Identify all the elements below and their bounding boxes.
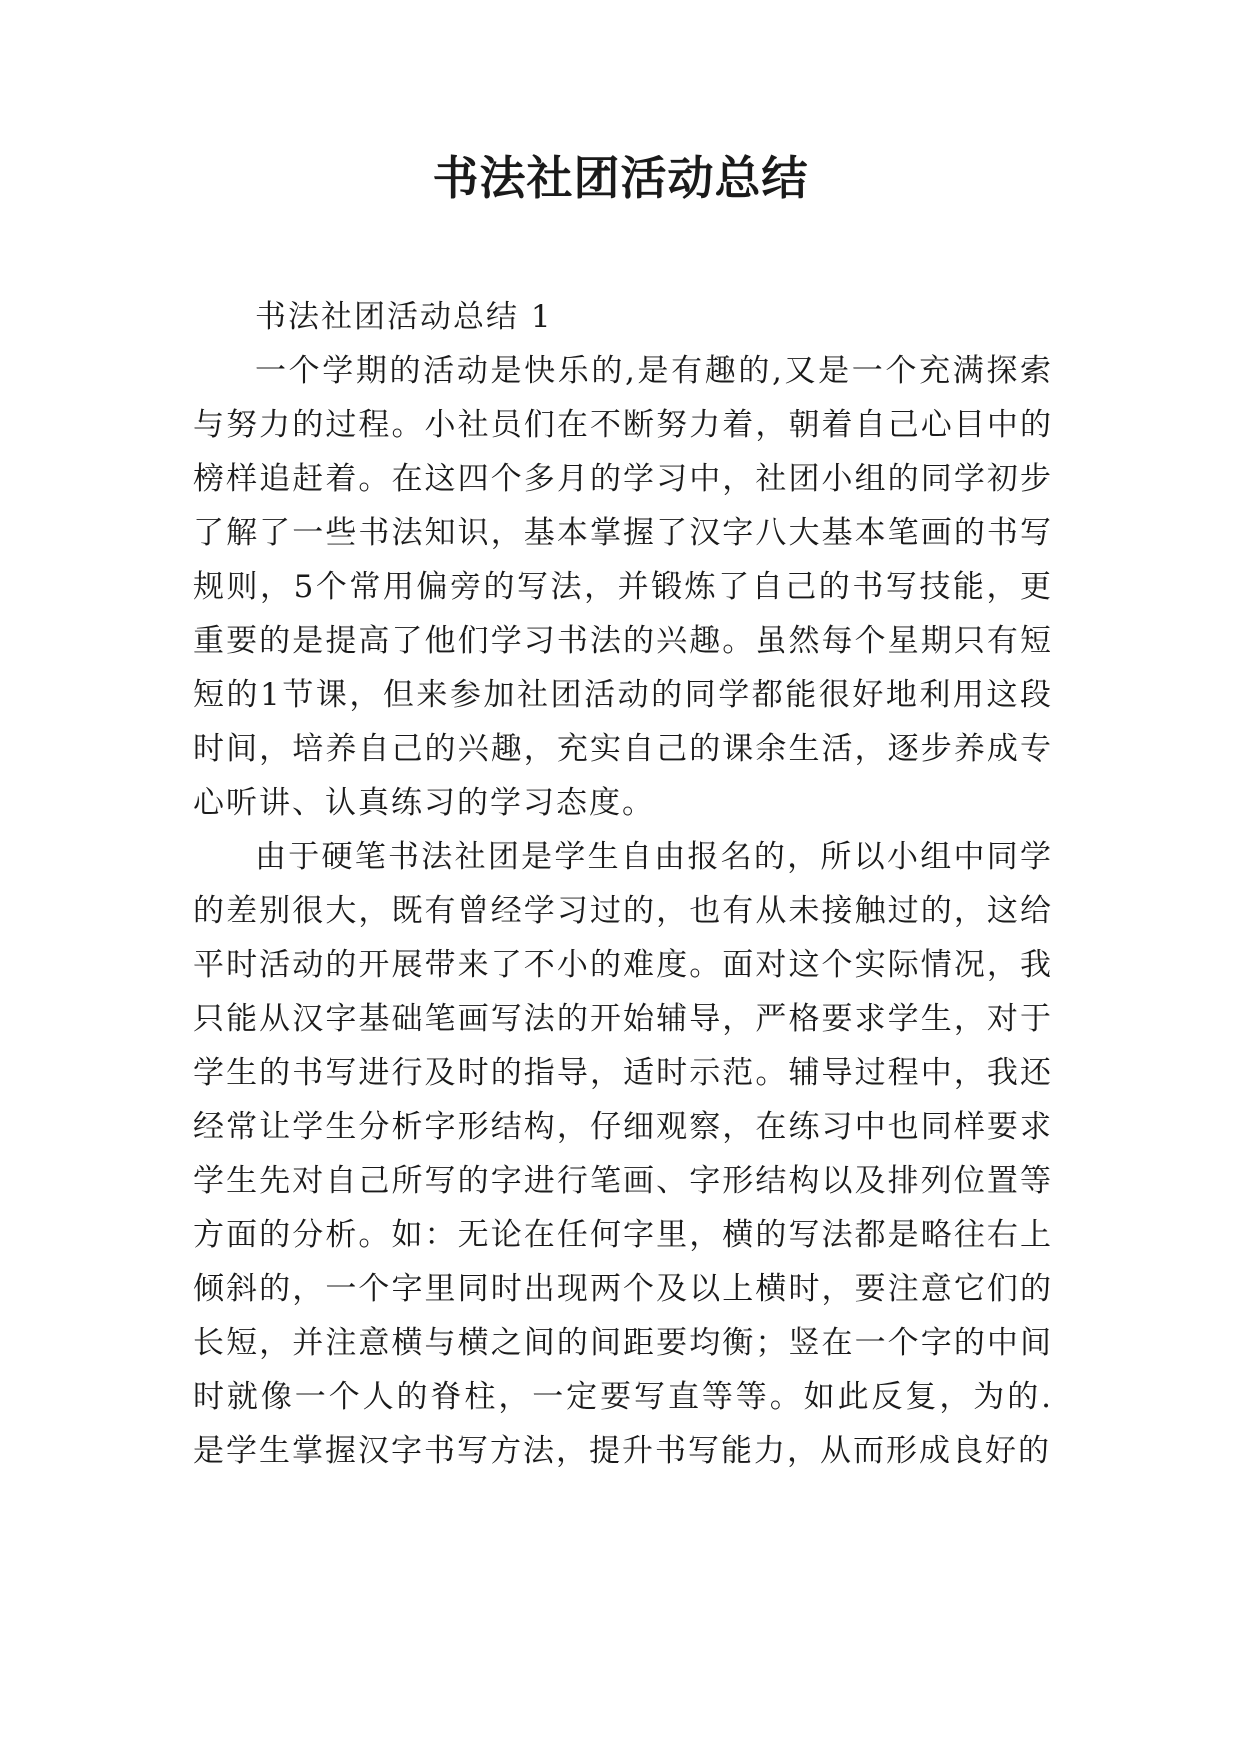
document-title: 书法社团活动总结 [432,151,809,205]
paragraph-2: 由于硬笔书法社团是学生自由报名的，所以小组中同学的差别很大，既有曾经学习过的，也有从未接触过的，这给平时活动的开展带来了不小的难度。面对这个实际情况，我只能从汉字基础笔画写法的开始辅导，严格要求学生，对于学生的书写进行及时的指导，适时示范。辅导过程中，我还经常让学生分析字形结构，仔细观察，在练习中也同样要求学生先对自己所写的字进行笔画、字形结构以及排列位置等方面的分析。如：无论在任何字里，横的写法都是略往右上倾斜的，一个字里同时出现两个及以上横时，要注意它们的长短，并注意横与横之间的间距要均衡；竖在一个字的中间时就像一个人的脊柱，一定要写直等等。如此反复，为的.是学生掌握汉字书写方法，提升书写能力，从而形成良好的 [193,839,1053,1469]
paragraph-1: 一个学期的活动是快乐的,是有趣的,又是一个充满探索与努力的过程。小社员们在不断努力着，朝着自己心目中的榜样追赶着。在这四个多月的学习中，社团小组的同学初步了解了一些书法知识，基本掌握了汉字八大基本笔画的书写规则，5个常用偏旁的写法，并锻炼了自己的书写技能，更重要的是提高了他们学习书法的兴趣。虽然每个星期只有短短的1节课，但来参加社团活动的同学都能很好地利用这段时间，培养自己的兴趣，充实自己的课余生活，逐步养成专心听讲、认真练习的学习态度。 [193,353,1053,821]
section-heading: 书法社团活动总结 1 [255,299,553,335]
document-body [193,290,1053,1478]
